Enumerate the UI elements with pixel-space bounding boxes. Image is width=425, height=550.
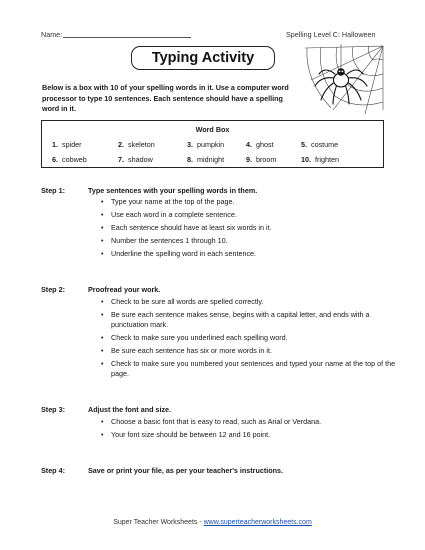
bullet-dot: • <box>101 249 104 258</box>
step-4-label: Step 4: <box>41 466 65 475</box>
footer-brand: Super Teacher Worksheets - <box>113 519 204 526</box>
step-1-bullet: Use each word in a complete sentence. <box>111 210 237 219</box>
bullet-dot: • <box>101 346 104 355</box>
step-3-label: Step 3: <box>41 405 65 414</box>
step-3-bullet: Choose a basic font that is easy to read, such as Arial or Verdana. <box>111 417 322 426</box>
bullet-dot: • <box>101 417 104 426</box>
bullet-dot: • <box>101 223 104 232</box>
step-1-bullet: Number the sentences 1 through 10. <box>111 236 228 245</box>
bullet-dot: • <box>101 430 104 439</box>
step-2-bullet: Check to make sure you numbered your sentences and typed your name at the top of the page. <box>111 359 396 378</box>
word-box-title: Word Box <box>195 125 230 134</box>
word-box <box>41 120 384 168</box>
word-item: 7. shadow <box>118 155 153 164</box>
step-1-bullet: Underline the spelling word in each sentence. <box>111 249 257 258</box>
word-item: 6. cobweb <box>52 155 87 164</box>
name-label: Name: <box>41 30 63 39</box>
step-2-bullet: Check to make sure you underlined each spelling word. <box>111 333 288 342</box>
bullet-dot: • <box>101 359 104 368</box>
word-item: 1. spider <box>52 140 82 149</box>
footer-link[interactable]: www.superteacherworksheets.com <box>203 519 312 526</box>
level-label: Spelling Level C: Halloween <box>286 30 376 39</box>
word-item: 9. broom <box>246 155 277 164</box>
step-4-title: Save or print your file, as per your teacher's instructions. <box>88 466 284 475</box>
step-3-title: Adjust the font and size. <box>88 405 172 414</box>
word-item: 10. frighten <box>301 155 339 164</box>
word-item: 3. pumpkin <box>187 140 225 149</box>
bullet-dot: • <box>101 236 104 245</box>
intro-text: Below is a box with 10 of your spelling words in it. Use a computer word processor to type 10 sentences. Each sentence should have a spelling word in it. <box>42 83 289 114</box>
step-1-label: Step 1: <box>41 186 65 195</box>
step-2-bullet: Be sure each sentence makes sense, begins with a capital letter, and ends with a punctuation mark. <box>111 310 370 329</box>
step-1-bullet: Type your name at the top of the page. <box>111 197 235 206</box>
footer <box>0 519 425 526</box>
bullet-dot: • <box>101 310 104 319</box>
step-2-title: Proofread your work. <box>88 285 161 294</box>
title-box <box>131 46 275 70</box>
step-2-bullet: Check to be sure all words are spelled correctly. <box>111 297 264 306</box>
step-1-title: Type sentences with your spelling words in them. <box>88 186 258 195</box>
step-2-bullet: Be sure each sentence has six or more words in it. <box>111 346 272 355</box>
word-item: 2. skeleton <box>118 140 155 149</box>
name-line[interactable] <box>63 37 191 38</box>
step-3-bullet: Your font size should be between 12 and 16 point. <box>111 430 271 439</box>
page-title: Typing Activity <box>151 50 255 66</box>
word-item: 4. ghost <box>246 140 274 149</box>
word-item: 5. costume <box>301 140 339 149</box>
bullet-dot: • <box>101 210 104 219</box>
bullet-dot: • <box>101 297 104 306</box>
bullet-dot: • <box>101 333 104 342</box>
spider-web-icon <box>303 44 385 116</box>
step-1-bullet: Each sentence should have at least six words in it. <box>111 223 272 232</box>
word-item: 8. midnight <box>187 155 225 164</box>
step-2-label: Step 2: <box>41 285 65 294</box>
bullet-dot: • <box>101 197 104 206</box>
